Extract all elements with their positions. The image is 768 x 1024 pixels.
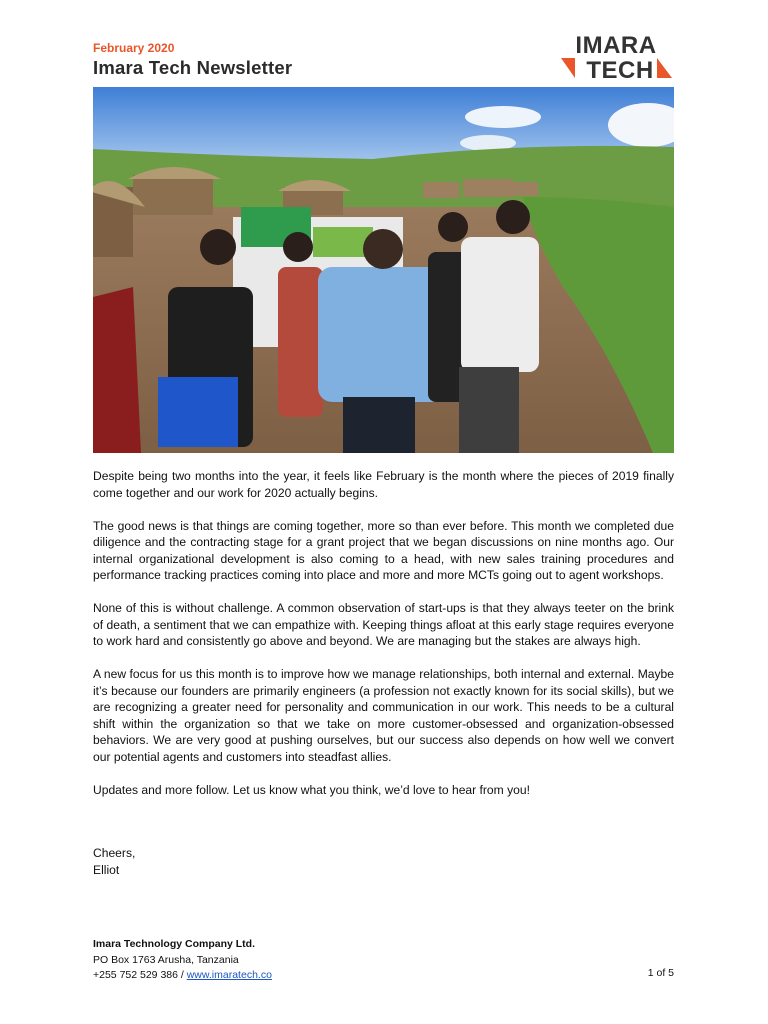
body-paragraph: Updates and more follow. Let us know what you think, we’d love to hear from you! <box>93 782 530 797</box>
cloud <box>465 106 541 128</box>
signoff <box>93 845 135 878</box>
logo-text-tech: TECH <box>586 57 654 80</box>
website-link[interactable]: www.imaratech.co <box>186 969 272 981</box>
signature: Elliot <box>93 862 120 877</box>
body-paragraph: Despite being two months into the year, it feels like February is the month where the pieces of 2019 finally come together and our work for 2020 actually begins. <box>93 469 674 500</box>
imara-tech-logo <box>558 32 674 80</box>
body-paragraph: The good news is that things are coming together, more so than ever before. This month we completed due diligence and the contracting stage for a grant project that we began discussions on nine months ago. Our internal organizational development is also coming to a head, with new sales training procedures and performance tracking practices coming into place and more and more MCTs going out to agent workshops. <box>93 518 674 582</box>
logo-triangle-left <box>561 58 575 78</box>
newsletter-body <box>93 468 674 815</box>
footer-address: PO Box 1763 Arusha, Tanzania <box>93 953 239 966</box>
logo-triangle-right <box>657 58 672 78</box>
body-paragraph: A new focus for us this month is to improve how we manage relationships, both internal and external. Maybe it’s because our founders are primarily engineers (a profession not exactly known for its social skills), but we are recognizing a greater need for personality and communication in our work. This needs to be a cultural shift within the organization so that we take on more customer-obsessed and organization-obsessed behaviors. We are very good at pushing ourselves, but our success also depends on how well we convert our potential agents and customers into steadfast allies. <box>93 667 674 764</box>
footer-phone: +255 752 529 386 / <box>93 969 187 981</box>
footer <box>93 937 272 984</box>
footer-contact <box>93 968 272 984</box>
newsletter-photo <box>93 87 674 453</box>
newsletter-title: Imara Tech Newsletter <box>93 57 293 78</box>
closing-text: Cheers, <box>93 846 136 860</box>
newsletter-date: February 2020 <box>93 41 175 55</box>
footer-company: Imara Technology Company Ltd. <box>93 938 255 950</box>
body-paragraph: None of this is without challenge. A common observation of start-ups is that they always teeter on the brink of death, a sentiment that we can empathize with. Keeping things afloat at this early stage requires everyone to work hard and consistently go above and beyond. We are managing but the stakes are always high. <box>93 601 674 648</box>
logo-text-imara: IMARA <box>575 32 657 59</box>
page-number: 1 of 5 <box>647 967 674 979</box>
